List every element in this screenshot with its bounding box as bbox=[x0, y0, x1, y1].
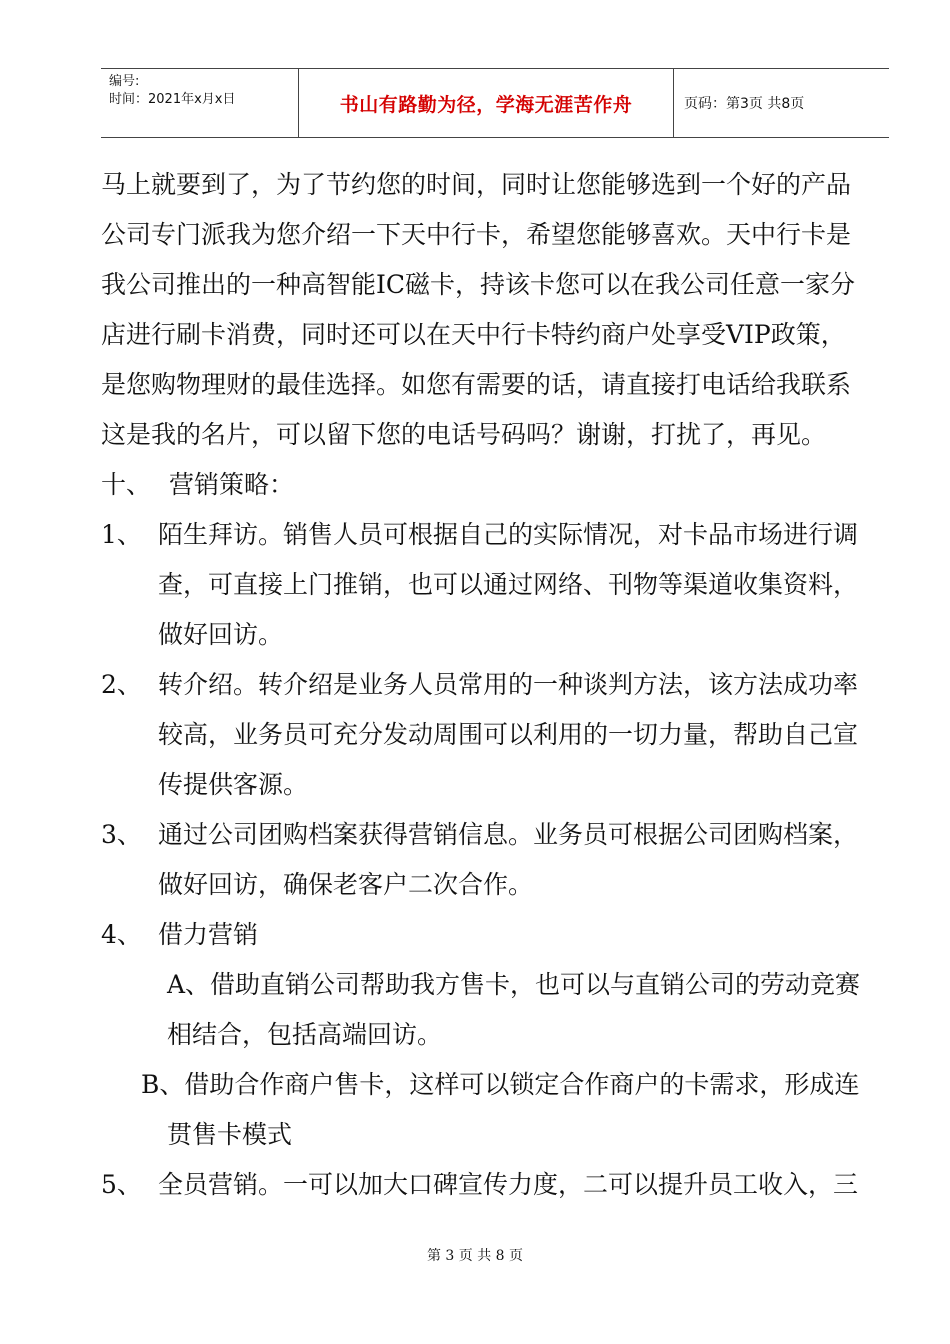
item-number: 4、 bbox=[101, 920, 142, 949]
item-line: 做好回访，确保老客户二次合作。 bbox=[158, 870, 534, 899]
serial-label: 编号: bbox=[109, 74, 140, 89]
time-label: 时间：2021年x月x日 bbox=[109, 92, 236, 107]
paragraph-line: 这是我的名片，可以留下您的电话号码吗？谢谢，打扰了，再见。 bbox=[101, 420, 827, 449]
sub-item-line: 贯售卡模式 bbox=[167, 1120, 293, 1149]
header-meta bbox=[101, 69, 299, 137]
paragraph-line: 公司专门派我为您介绍一下天中行卡，希望您能够喜欢。天中行卡是 bbox=[101, 220, 852, 249]
item-number: 1、 bbox=[101, 520, 142, 549]
sub-item-line: A、借助直销公司帮助我方售卡，也可以与直销公司的劳动竞赛 bbox=[167, 970, 861, 999]
paragraph-line: 马上就要到了，为了节约您的时间，同时让您能够选到一个好的产品 bbox=[101, 170, 852, 199]
item-line: 陌生拜访。销售人员可根据自己的实际情况，对卡品市场进行调 bbox=[158, 520, 859, 549]
item-line: 传提供客源。 bbox=[158, 770, 309, 799]
item-line: 转介绍。转介绍是业务人员常用的一种谈判方法，该方法成功率 bbox=[158, 670, 859, 699]
page-footer: 第 3 页 共 8 页 bbox=[426, 1248, 524, 1264]
item-line: 较高，业务员可充分发动周围可以利用的一切力量，帮助自己宣 bbox=[158, 720, 859, 749]
item-line: 全员营销。一可以加大口碑宣传力度，二可以提升员工收入，三 bbox=[158, 1170, 859, 1199]
item-number: 5、 bbox=[101, 1170, 142, 1199]
page-header bbox=[101, 68, 889, 138]
item-line: 通过公司团购档案获得营销信息。业务员可根据公司团购档案， bbox=[158, 820, 859, 849]
item-number: 3、 bbox=[101, 820, 142, 849]
section-number: 十、 bbox=[101, 470, 152, 499]
header-page-info: 页码：第3页 共8页 bbox=[684, 96, 805, 112]
sub-item-line: 相结合，包括高端回访。 bbox=[167, 1020, 443, 1049]
item-line: 借力营销 bbox=[158, 920, 259, 949]
item-line: 做好回访。 bbox=[158, 620, 284, 649]
header-motto: 书山有路勤为径，学海无涯苦作舟 bbox=[299, 69, 674, 137]
section-title: 营销策略： bbox=[169, 470, 295, 499]
paragraph-line: 我公司推出的一种高智能IC磁卡，持该卡您可以在我公司任意一家分 bbox=[101, 270, 856, 299]
paragraph-line: 是您购物理财的最佳选择。如您有需要的话，请直接打电话给我联系 bbox=[101, 370, 852, 399]
item-number: 2、 bbox=[101, 670, 142, 699]
sub-item-line: B、借助合作商户售卡，这样可以锁定合作商户的卡需求，形成连 bbox=[141, 1070, 860, 1099]
item-line: 查，可直接上门推销，也可以通过网络、刊物等渠道收集资料， bbox=[158, 570, 859, 599]
paragraph-line: 店进行刷卡消费，同时还可以在天中行卡特约商户处享受VIP政策， bbox=[101, 320, 846, 349]
